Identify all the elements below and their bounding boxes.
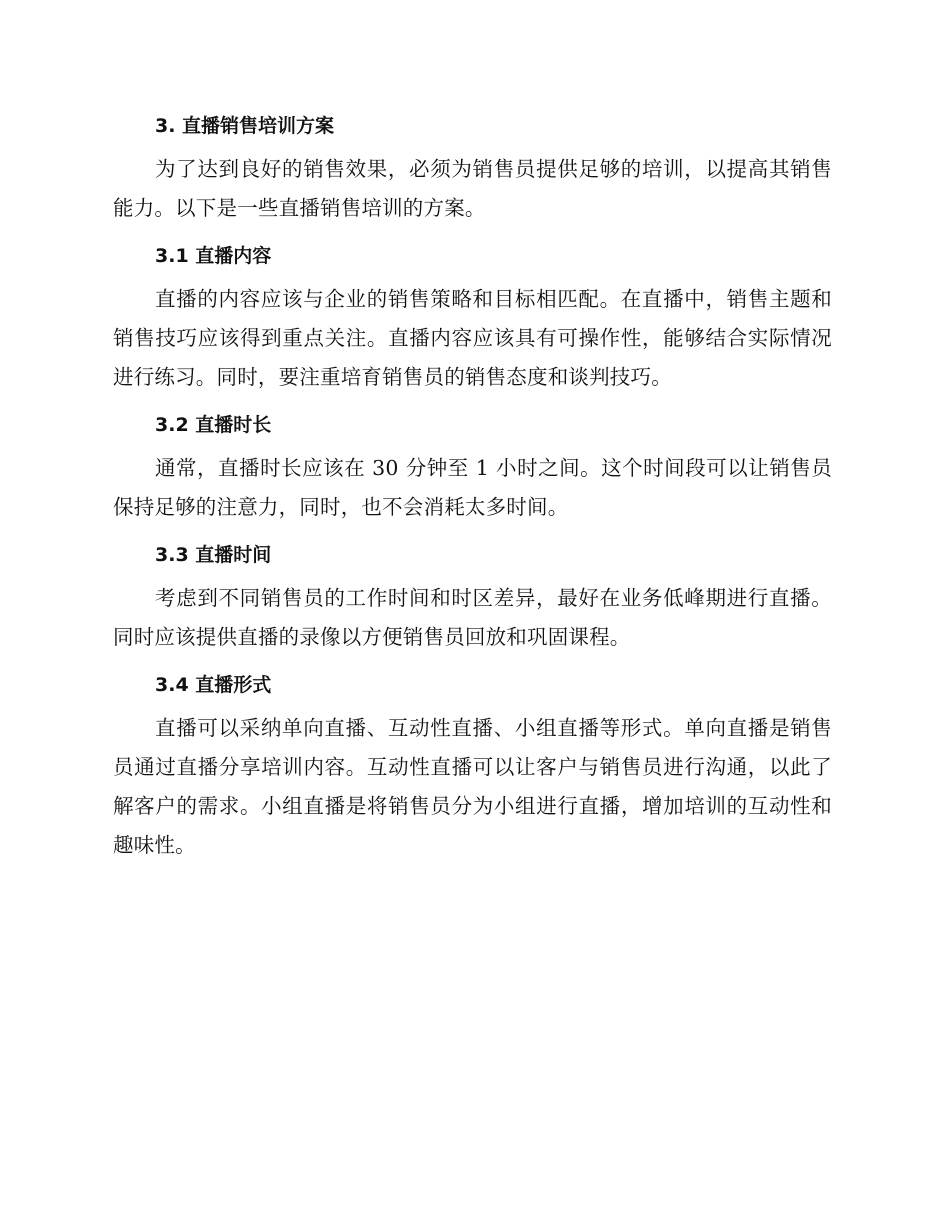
subsection-body-time: 考虑到不同销售员的工作时间和时区差异，最好在业务低峰期进行直播。同时应该提供直播的录像以方便销售员回放和巩固课程。 [113,586,832,649]
subsection-title-format: 3.4 直播形式 [155,674,272,696]
subsection-body-format: 直播可以采纳单向直播、互动性直播、小组直播等形式。单向直播是销售员通过直播分享培训内容。互动性直播可以让客户与销售员进行沟通，以此了解客户的需求。小组直播是将销售员分为小组进行直播，增加培训的互动性和趣味性。 [113,716,832,857]
subsection-title-content: 3.1 直播内容 [155,245,272,267]
section-title: 3. 直播销售培训方案 [155,115,335,137]
subsection-body-content: 直播的内容应该与企业的销售策略和目标相匹配。在直播中，销售主题和销售技巧应该得到重点关注。直播内容应该具有可操作性，能够结合实际情况进行练习。同时，要注重培育销售员的销售态度和谈判技巧。 [113,287,832,389]
subsection-title-duration: 3.2 直播时长 [155,414,272,436]
subsection-title-time: 3.3 直播时间 [155,544,272,566]
subsection-body-duration: 通常，直播时长应该在 30 分钟至 1 小时之间。这个时间段可以让销售员保持足够的注意力，同时，也不会消耗太多时间。 [113,456,832,519]
intro-paragraph: 为了达到良好的销售效果，必须为销售员提供足够的培训，以提高其销售能力。以下是一些直播销售培训的方案。 [113,157,832,220]
